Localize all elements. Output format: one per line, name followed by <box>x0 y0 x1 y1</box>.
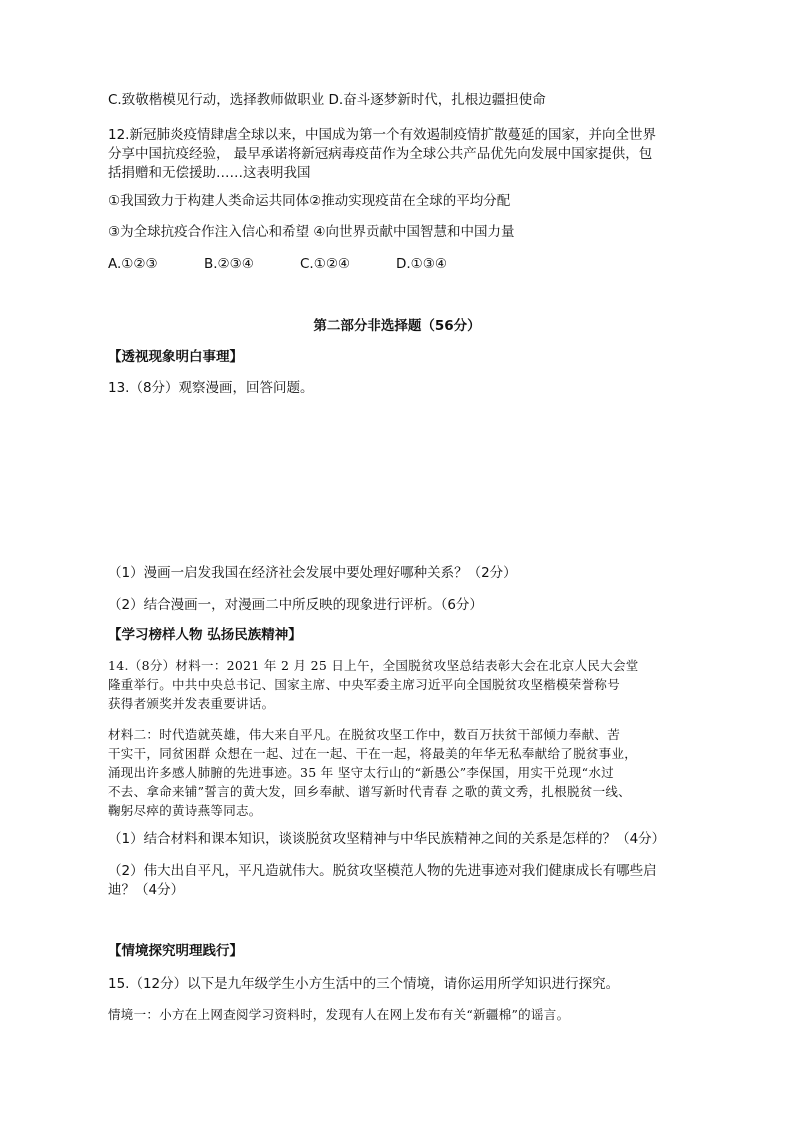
q14-sub2-line-2: 迪？（4分） <box>108 882 185 898</box>
q12-option-d: D.①③④ <box>396 256 447 272</box>
q11-option-cd: C.致敬楷模见行动，选择教师做职业 D.奋斗逐梦新时代，扎根边疆担使命 <box>108 92 546 108</box>
q12-options <box>108 254 447 274</box>
section-title-scenario: 【情境探究明理践行】 <box>108 943 243 959</box>
q14-material1-line-2: 隆重举行。中共中央总书记、国家主席、中央军委主席习近平向全国脱贫攻坚楷模荣誉称号 <box>108 677 621 692</box>
q14-sub1: （1）结合材料和课本知识，谈谈脱贫攻坚精神与中华民族精神之间的关系是怎样的？（4分） <box>108 831 666 847</box>
q14-material2-line-1: 材料二：时代造就英雄，伟大来自平凡。在脱贫攻坚工作中，数百万扶贫干部倾力奉献、苦 <box>108 727 621 742</box>
q12-stem-line-2: 分享中国抗疫经验， 最早承诺将新冠病毒疫苗作为全球公共产品优先向发展中国家提供，包 <box>108 146 653 162</box>
q14-material2-line-2: 干实干，同贫困群 众想在一起、过在一起、干在一起，将最美的年华无私奉献给了脱贫事业， <box>108 746 638 761</box>
q14-material2-line-4: 不去、拿命来铺”誓言的黄大发，回乡奉献、谱写新时代青春 之歌的黄文秀，扎根脱贫一线、 <box>108 784 631 799</box>
q12-stem-line-1: 12.新冠肺炎疫情肆虐全球以来，中国成为第一个有效遏制疫情扩散蔓延的国家，并向全世界 <box>108 127 656 143</box>
section-title-observe: 【透视现象明白事理】 <box>108 349 243 365</box>
part2-title: 第二部分非选择题（56分） <box>313 318 481 334</box>
section-title-role-models: 【学习榜样人物 弘扬民族精神】 <box>108 627 302 643</box>
q13-sub1: （1）漫画一启发我国在经济社会发展中要处理好哪种关系？（2分） <box>108 565 517 581</box>
q12-option-a: A.①②③ <box>108 256 158 272</box>
q13-sub2: （2）结合漫画一，对漫画二中所反映的现象进行评析。（6分） <box>108 597 483 613</box>
q14-material2-line-5: 鞠躬尽瘁的黄诗燕等同志。 <box>108 803 262 818</box>
q13-stem: 13.（8分）观察漫画，回答问题。 <box>108 380 314 396</box>
q15-stem: 15.（12分）以下是九年级学生小方生活中的三个情境，请你运用所学知识进行探究。 <box>108 976 620 992</box>
q12-statement-1: ①我国致力于构建人类命运共同体②推动实现疫苗在全球的平均分配 <box>108 193 511 209</box>
q14-sub2-line-1: （2）伟大出自平凡，平凡造就伟大。脱贫攻坚模范人物的先进事迹对我们健康成长有哪些启 <box>108 863 657 879</box>
q12-option-b: B.②③④ <box>204 256 254 272</box>
q15-scenario1: 情境一：小方在上网查阅学习资料时，发现有人在网上发布有关“新疆棉”的谣言。 <box>108 1007 570 1022</box>
q14-material1-line-3: 获得者颁奖并发表重要讲话。 <box>108 696 275 711</box>
q12-statement-2: ③为全球抗疫合作注入信心和希望 ④向世界贡献中国智慧和中国力量 <box>108 224 515 240</box>
q14-material2-line-3: 涌现出许多感人肺腑的先进事迹。35 年 坚守太行山的“新愚公”李保国，用实干兑现“水过 <box>108 765 614 780</box>
q12-stem-line-3: 括捐赠和无偿援助……这表明我国 <box>108 165 311 181</box>
q12-option-c: C.①②④ <box>300 256 351 272</box>
q14-material1-line-1: 14.（8分）材料一：2021 年 2 月 25 日上午，全国脱贫攻坚总结表彰大会在北京人民大会堂 <box>108 658 639 673</box>
